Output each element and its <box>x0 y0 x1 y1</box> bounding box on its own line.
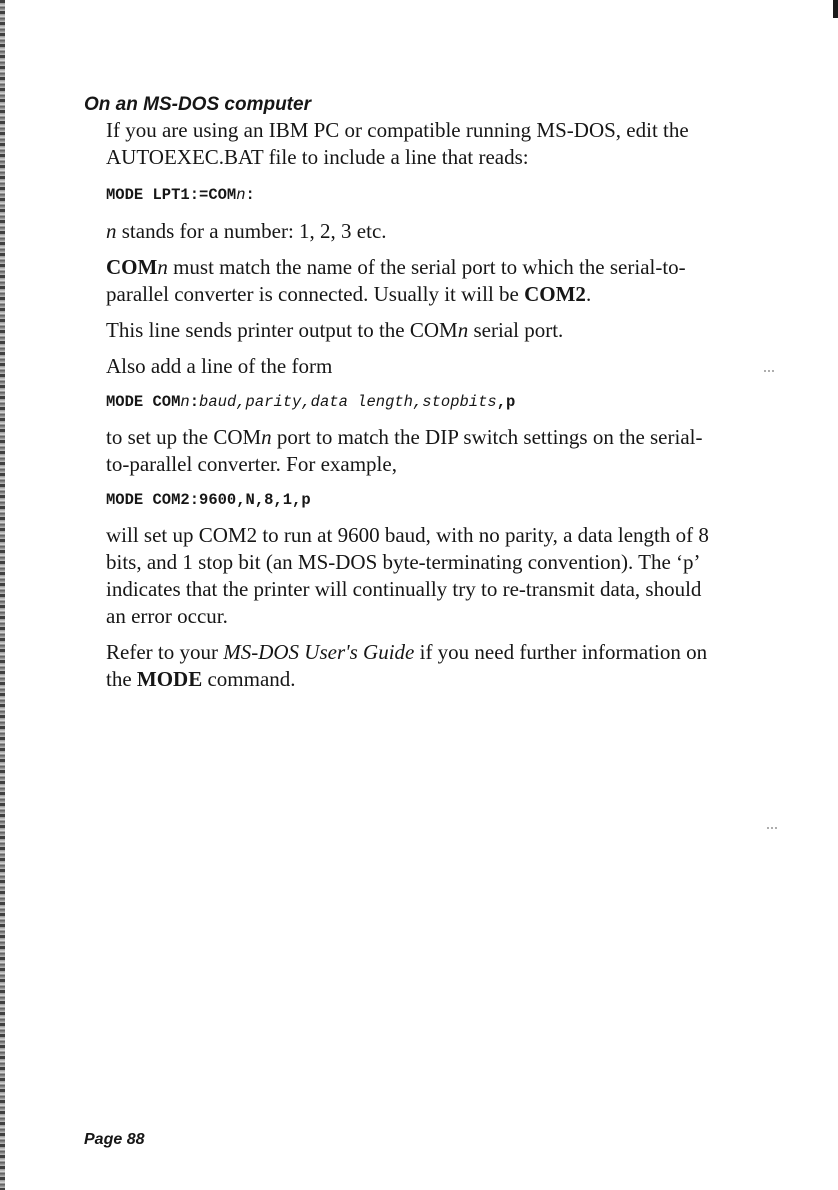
code-text: MODE COM <box>106 393 181 411</box>
variable-n: n <box>106 219 117 243</box>
bold-com: COM <box>106 255 158 279</box>
paragraph-text: stands for a number: 1, 2, 3 etc. <box>116 219 387 243</box>
bold-mode: MODE <box>136 667 203 691</box>
page-body <box>106 117 718 693</box>
variable-n: n <box>157 255 168 279</box>
code-text: MODE COM2:9600,N,8,1,p <box>106 491 311 509</box>
code-text: MODE LPT1:=COM <box>106 186 237 204</box>
intro-paragraph: If you are using an IBM PC or compatible running MS-DOS, edit the AUTOEXEC.BAT file to include a line that reads: <box>106 118 689 169</box>
paragraph-n-stands <box>106 218 718 245</box>
bold-com2: COM2 <box>524 282 586 306</box>
paragraph-also-add: Also add a line of the form <box>106 354 333 378</box>
code-parameters: baud,parity,data length,stopbits <box>199 393 497 411</box>
paragraph-text: must match the name of the serial port to which the serial-to-parallel converter is connected. Usually it will be <box>106 255 686 306</box>
paragraph-sends-output <box>106 317 718 344</box>
code-line-mode-com2 <box>106 490 718 510</box>
code-line-mode-comn <box>106 392 718 412</box>
code-variable: n <box>180 393 190 411</box>
scan-edge-right <box>833 0 838 18</box>
paragraph-refer-guide <box>106 639 718 693</box>
page-number: Page 88 <box>84 1131 145 1148</box>
paragraph-text: port to match the DIP switch settings on the serial-to-parallel converter. For example, <box>106 425 703 476</box>
paragraph-text: to set up the COM <box>106 425 262 449</box>
paragraph-dip-switch <box>106 424 718 478</box>
paragraph-text: This line sends printer output to the COM <box>106 318 458 342</box>
book-title: MS-DOS User's Guide <box>223 640 415 664</box>
paragraph-com2-explanation: will set up COM2 to run at 9600 baud, with no parity, a data length of 8 bits, and 1 stop bit (an MS-DOS byte-terminating convention). The ‘p’ indicates that the printer will continually try to re-transmit data, should an error occur. <box>106 523 709 628</box>
section-heading: On an MS-DOS computer <box>84 94 311 115</box>
code-variable: n <box>236 186 246 204</box>
paragraph-text: command. <box>202 667 296 691</box>
code-line-mode-lpt1 <box>106 185 718 205</box>
paragraph-text: serial port. <box>468 318 564 342</box>
variable-n: n <box>261 425 272 449</box>
code-text: ,p <box>496 393 516 411</box>
paragraph-text: . <box>585 282 592 306</box>
paragraph-text: if you need further information on the <box>106 640 708 691</box>
scan-speck <box>764 370 776 372</box>
paragraph-comn-match <box>106 254 718 308</box>
paragraph-text: Refer to your <box>106 640 224 664</box>
scan-speck <box>767 827 779 829</box>
variable-n: n <box>457 318 469 342</box>
scan-edge-left <box>0 0 5 1190</box>
code-text: : <box>245 186 255 204</box>
code-text: : <box>189 393 200 411</box>
